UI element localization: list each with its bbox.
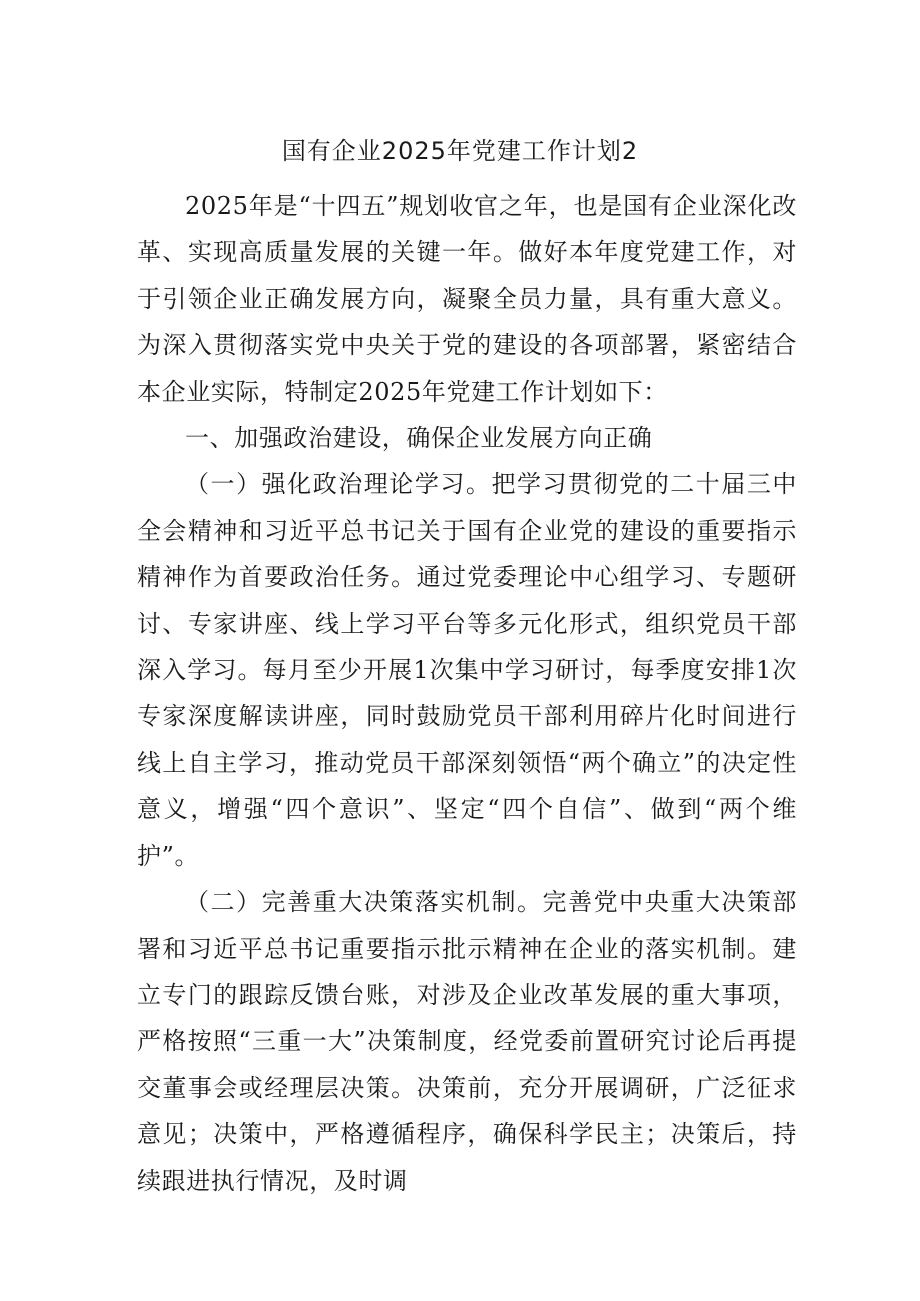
subsection-paragraph-1: （一）强化政治理论学习。把学习贯彻党的二十届三中全会精神和习近平总书记关于国有企业党的建设的重要指示精神作为首要政治任务。通过党委理论中心组学习、专题研讨、专家讲座、线上学习平台等多元化形式，组织党员干部深入学习。每月至少开展1次集中学习研讨，每季度安排1次专家深度解读讲座，同时鼓励党员干部利用碎片化时间进行线上自主学习，推动党员干部深刻领悟“两个确立”的决定性意义，增强“四个意识”、坚定“四个自信”、做到“两个维护”。	[137, 470, 797, 870]
subsection-paragraph-2: （二）完善重大决策落实机制。完善党中央重大决策部署和习近平总书记重要指示批示精神在企业的落实机制。建立专门的跟踪反馈台账，对涉及企业改革发展的重大事项，严格按照“三重一大”决策制度，经党委前置研究讨论后再提交董事会或经理层决策。决策前，充分开展调研，广泛征求意见；决策中，严格遵循程序，确保科学民主；决策后，持续跟进执行情况，及时调	[137, 888, 797, 1195]
document-body	[137, 183, 797, 1204]
section-heading-1: 一、加强政治建设，确保企业发展方向正确	[185, 424, 653, 453]
document-title: 国有企业2025年党建工作计划2	[281, 137, 639, 165]
intro-paragraph: 2025年是“十四五”规划收官之年，也是国有企业深化改革、实现高质量发展的关键一年。做好本年度党建工作，对于引领企业正确发展方向，凝聚全员力量，具有重大意义。为深入贯彻落实党中央关于党的建设的各项部署，紧密结合本企业实际，特制定2025年党建工作计划如下：	[137, 192, 797, 406]
